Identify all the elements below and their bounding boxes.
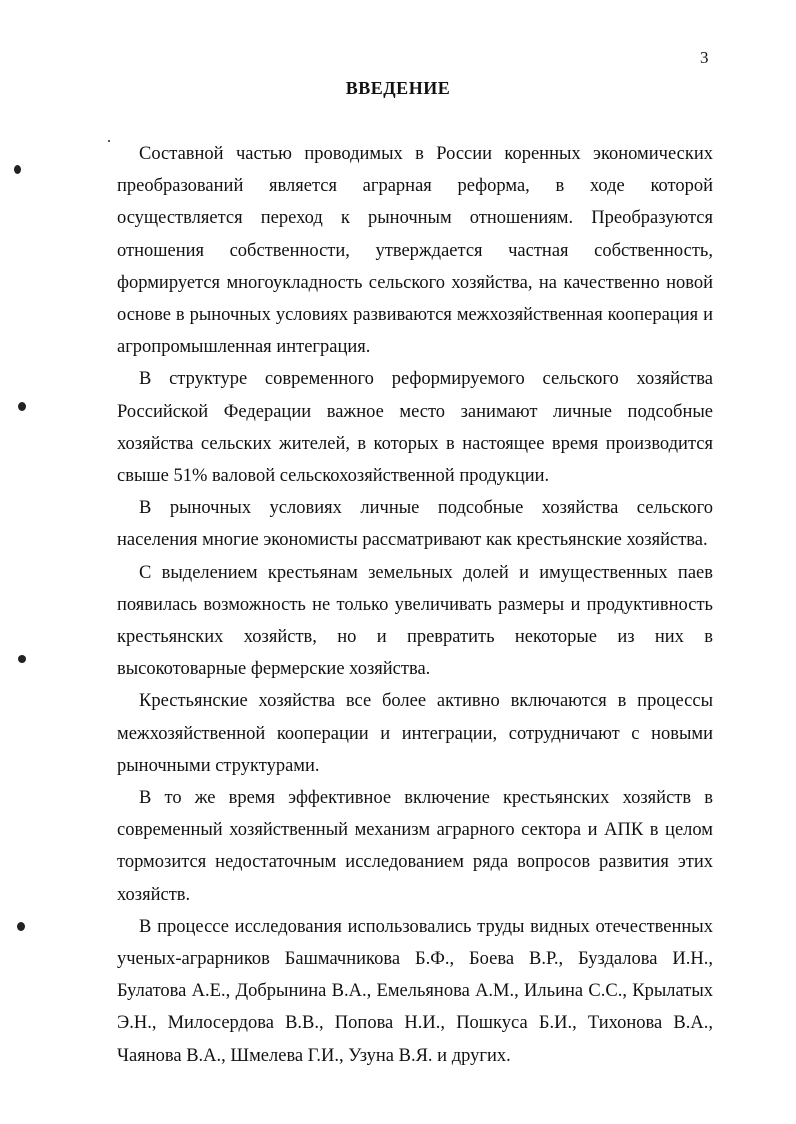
page-title: ВВЕДЕНИЕ xyxy=(345,78,451,98)
scan-mark xyxy=(14,165,21,174)
paragraph-5: Крестьянские хозяйства все более активно включаются в процессы межхозяйственной кооперации и интеграции, сотрудничают с новыми рыночными структурами. xyxy=(117,691,713,776)
scan-mark xyxy=(18,402,26,411)
scan-speck xyxy=(108,140,110,142)
paragraph-1: Составной частью проводимых в России коренных экономических преобразований является аграрная реформа, в ходе которой осуществляется переход к рыночным отношениям. Преобразуются отношения собственности, утверждается частная собственность, формируется многоукладность сельского хозяйства, на качественно новой основе в рыночных условиях развиваются межхозяйственная кооперация и агропромышленная интеграция. xyxy=(117,144,713,358)
scan-mark xyxy=(17,922,25,931)
paragraph-6: В то же время эффективное включение крестьянских хозяйств в современный хозяйственный механизм аграрного сектора и АПК в целом тормозится недостаточным исследованием ряда вопросов развития этих хозяйств. xyxy=(117,788,713,905)
paragraph-4: С выделением крестьянам земельных долей и имущественных паев появилась возможность не только увеличивать размеры и продуктивность крестьянских хозяйств, но и превратить некоторые из них в высокотоварные фермерские хозяйства. xyxy=(117,562,713,680)
paragraph-3: В рыночных условиях личные подсобные хозяйства сельского населения многие экономисты рассматривают как крестьянские хозяйства. xyxy=(117,498,713,551)
scan-mark xyxy=(18,655,26,663)
document-body xyxy=(117,138,713,1072)
paragraph-7: В процессе исследования использовались труды видных отечественных ученых-аграрников Башмачникова Б.Ф., Боева В.Р., Буздалова И.Н., Булатова А.Е., Добрынина В.А., Емельянова А.М., Ильина С.С., Крылатых Э.Н., Милосердова В.В., Попова Н.И., Пошкуса Б.И., Тихонова В.А., Чаянова В.А., Шмелева Г.И., Узуна В.Я. и других. xyxy=(117,916,713,1066)
page-number: 3 xyxy=(700,48,709,67)
paragraph-2: В структуре современного реформируемого сельского хозяйства Российской Федерации важное место занимают личные подсобные хозяйства сельских жителей, в которых в настоящее время производится свыше 51% валовой сельскохозяйственной продукции. xyxy=(117,369,713,487)
